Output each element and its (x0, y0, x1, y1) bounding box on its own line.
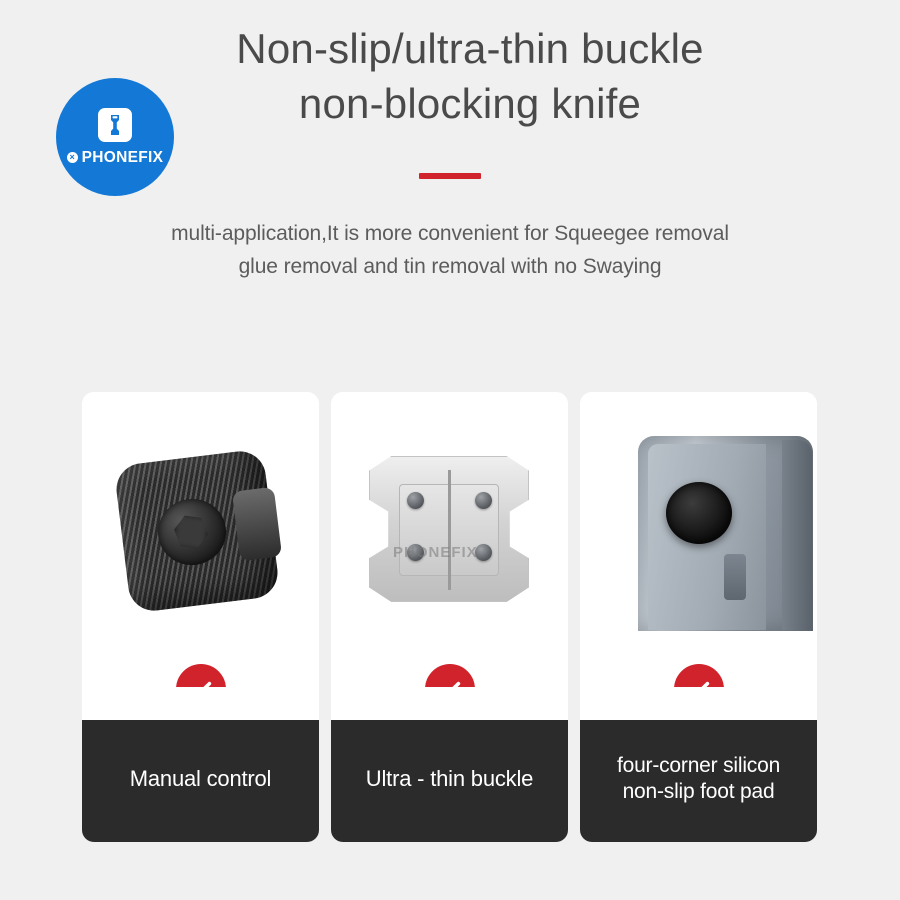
check-badge-wrapper (580, 664, 817, 687)
feature-card-foot-pad[interactable] (580, 392, 817, 842)
check-mark-icon (176, 664, 226, 687)
card-footer (331, 720, 568, 842)
check-badge-wrapper (331, 664, 568, 687)
buckle-screw (407, 492, 424, 509)
card-caption: four-corner silicon (616, 753, 781, 777)
foot-pad-artwork (620, 436, 817, 646)
card-footer (82, 720, 319, 842)
subtitle-line-1: multi-application,It is more convenient for Squeegee removal (171, 222, 729, 245)
buckle-artwork (359, 440, 539, 620)
image-watermark: PHONEFIX (393, 544, 478, 561)
ultra-thin-metal-buckle-image (331, 392, 568, 687)
knurled-control-knob-image (82, 392, 319, 687)
card-caption: Manual control (129, 766, 272, 792)
check-mark-icon (425, 664, 475, 687)
brand-wordmark (67, 149, 164, 167)
subtitle-line-2: glue removal and tin removal with no Swaying (238, 254, 662, 278)
feature-card-ultra-thin-buckle[interactable] (331, 392, 568, 842)
title-divider (419, 173, 481, 179)
headline-line-1: Non-slip/ultra-thin buckle (236, 25, 704, 72)
card-caption-secondary: non-slip foot pad (622, 780, 775, 803)
brand-dot-icon: × (67, 152, 78, 163)
buckle-screw (475, 492, 492, 509)
silicon-foot-pad-corner-image (580, 392, 817, 687)
pad-silicone-foot (666, 482, 732, 544)
card-footer (580, 720, 817, 842)
knob-artwork (114, 447, 282, 615)
check-mark-icon (674, 664, 724, 687)
card-caption: Ultra - thin buckle (365, 766, 534, 792)
phonefix-logo-icon (98, 108, 132, 142)
knob-side (232, 487, 282, 562)
feature-card-list (82, 392, 818, 842)
brand-name: PHONEFIX (81, 148, 164, 166)
buckle-seam (448, 470, 451, 590)
brand-badge (56, 78, 174, 196)
check-badge-wrapper (82, 664, 319, 687)
pad-edge (782, 440, 812, 630)
subtitle (0, 218, 900, 283)
pad-tab (724, 554, 746, 600)
headline-line-2: non-blocking knife (298, 79, 642, 127)
feature-card-manual-control[interactable] (82, 392, 319, 842)
